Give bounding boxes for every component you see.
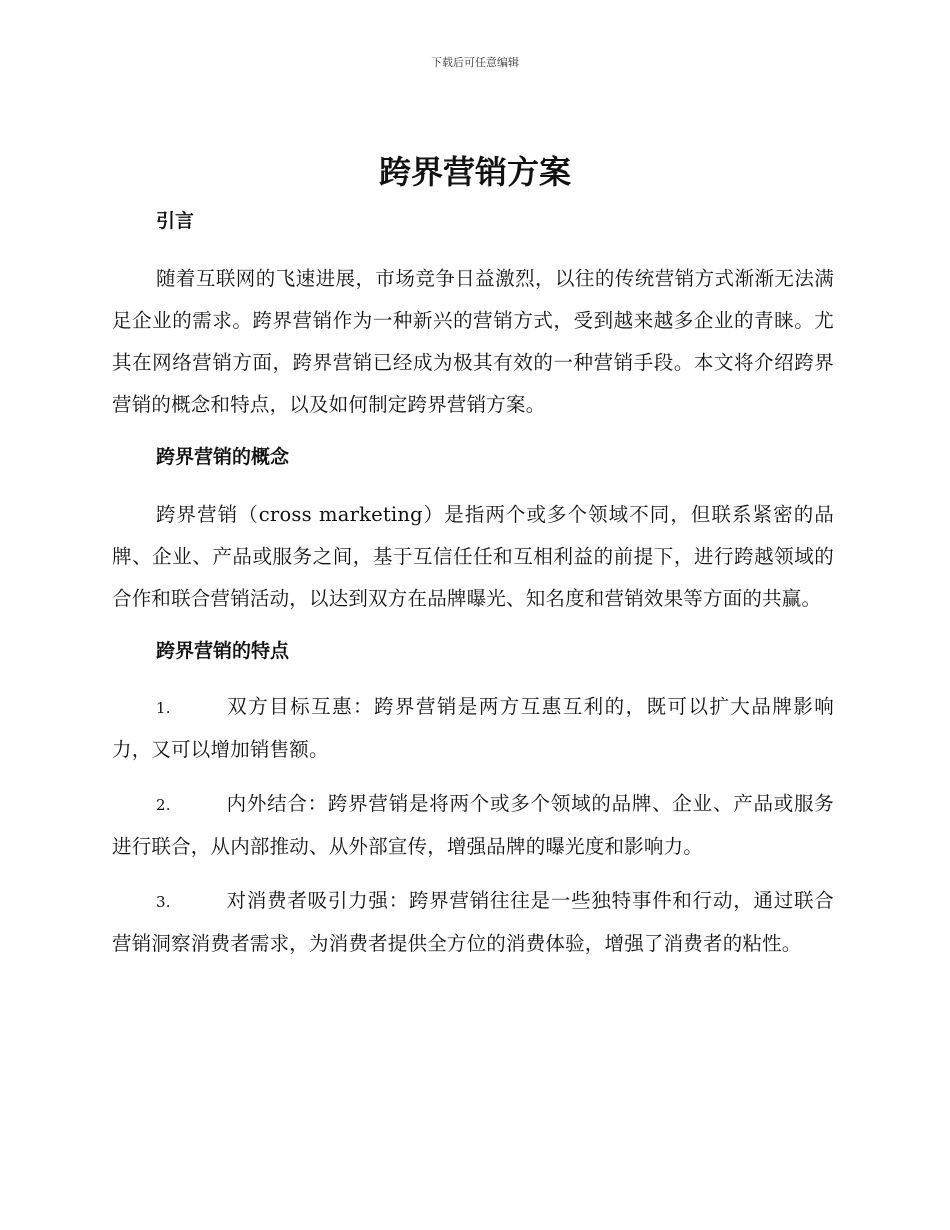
concept-heading: 跨界营销的概念	[156, 446, 290, 468]
feature-item-number: 3.	[156, 893, 171, 911]
feature-item-number: 1.	[156, 699, 171, 717]
feature-item-text: 对消费者吸引力强：跨界营销往往是一些独特事件和行动，通过联合营销洞察消费者需求，为消费者提供全方位的消费体验，增强了消费者的粘性。	[112, 889, 834, 955]
feature-item-1	[112, 686, 834, 771]
header-note: 下载后可任意编辑	[431, 56, 519, 69]
document-body	[112, 200, 834, 965]
features-heading: 跨界营销的特点	[156, 640, 290, 662]
concept-paragraph: 跨界营销（cross marketing）是指两个或多个领域不同，但联系紧密的品牌、企业、产品或服务之间，基于互信任任和互相利益的前提下，进行跨越领域的合作和联合营销活动，以达到双方在品牌曝光、知名度和营销效果等方面的共赢。	[112, 503, 834, 610]
feature-item-text: 内外结合：跨界营销是将两个或多个领域的品牌、企业、产品或服务进行联合，从内部推动、从外部宣传，增强品牌的曝光度和影响力。	[112, 792, 834, 858]
feature-item-3	[112, 880, 834, 965]
intro-heading: 引言	[156, 210, 195, 232]
intro-paragraph: 随着互联网的飞速进展，市场竞争日益激烈，以往的传统营销方式渐渐无法满足企业的需求。跨界营销作为一种新兴的营销方式，受到越来越多企业的青睐。尤其在网络营销方面，跨界营销已经成为极其有效的一种营销手段。本文将介绍跨界营销的概念和特点，以及如何制定跨界营销方案。	[112, 267, 834, 416]
feature-item-2	[112, 783, 834, 868]
feature-item-number: 2.	[156, 796, 171, 814]
document-title: 跨界营销方案	[378, 153, 571, 191]
feature-item-text: 双方目标互惠：跨界营销是两方互惠互利的，既可以扩大品牌影响力，又可以增加销售额。	[112, 695, 834, 761]
